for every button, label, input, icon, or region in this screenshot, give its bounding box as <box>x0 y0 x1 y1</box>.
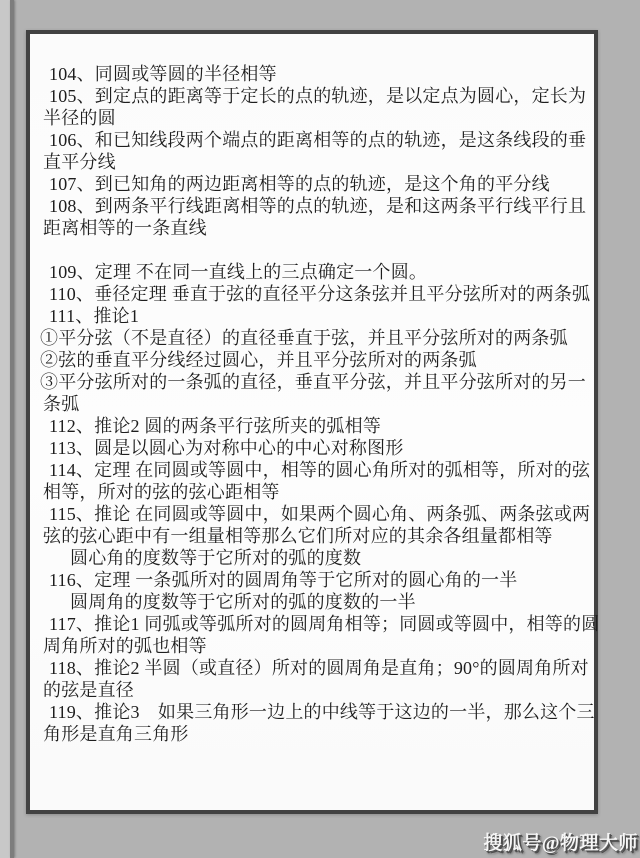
text-line: 119、推论3 如果三角形一边上的中线等于这边的一半，那么这个三 <box>49 702 595 722</box>
text-line: 104、同圆或等圆的半径相等 <box>49 64 277 84</box>
scan-edge-line <box>10 0 14 858</box>
text-line: 109、定理 不在同一直线上的三点确定一个圆。 <box>49 262 428 282</box>
text-line: 圆心角的度数等于它所对的弧的度数 <box>70 548 362 568</box>
text-line: 117、推论1 同弧或等弧所对的圆周角相等；同圆或等圆中，相等的圆 <box>49 614 600 634</box>
text-line: 条弧 <box>43 394 80 414</box>
text-line: 107、到已知角的两边距离相等的点的轨迹，是这个角的平分线 <box>49 174 550 194</box>
text-line: 直平分线 <box>43 152 116 172</box>
text-line: 相等，所对的弦的弦心距相等 <box>43 482 280 502</box>
text-line: 110、垂径定理 垂直于弦的直径平分这条弦并且平分弦所对的两条弧 <box>49 284 591 304</box>
text-line: ②弦的垂直平分线经过圆心，并且平分弦所对的两条弧 <box>40 350 477 370</box>
text-line: 弦的弦心距中有一组量相等那么它们所对应的其余各组量都相等 <box>43 526 553 546</box>
text-line: 113、圆是以圆心为对称中心的中心对称图形 <box>49 438 404 458</box>
text-line: 116、定理 一条弧所对的圆周角等于它所对的圆心角的一半 <box>49 570 518 590</box>
text-line: 周角所对的弧也相等 <box>43 636 207 656</box>
text-line: 105、到定点的距离等于定长的点的轨迹，是以定点为圆心，定长为 <box>49 86 587 106</box>
text-line: 118、推论2 半圆（或直径）所对的圆周角是直角；90°的圆周角所对 <box>49 658 589 678</box>
theorem-text <box>30 63 600 745</box>
text-line: 圆周角的度数等于它所对的弧的度数的一半 <box>70 592 416 612</box>
text-line: 角形是直角三角形 <box>43 724 189 744</box>
text-line: 115、推论 在同圆或等圆中，如果两个圆心角、两条弧、两条弦或两 <box>49 504 591 524</box>
scan-edge-strip <box>0 0 10 858</box>
text-line: 106、和已知线段两个端点的距离相等的点的轨迹，是这条线段的垂 <box>49 130 587 150</box>
document-page <box>26 30 598 814</box>
text-line: 112、推论2 圆的两条平行弦所夹的弧相等 <box>49 416 382 436</box>
text-line: 半径的圆 <box>43 108 116 128</box>
text-line: ①平分弦（不是直径）的直径垂直于弦，并且平分弦所对的两条弧 <box>40 328 568 348</box>
text-line: 108、到两条平行线距离相等的点的轨迹，是和这两条平行线平行且 <box>49 196 587 216</box>
text-line: 114、定理 在同圆或等圆中，相等的圆心角所对的弧相等，所对的弦 <box>49 460 591 480</box>
text-line: 111、推论1 <box>49 306 140 326</box>
blank-line <box>30 239 594 261</box>
text-line: 距离相等的一条直线 <box>43 218 207 238</box>
watermark: 搜狐号@物理大师 <box>483 833 638 854</box>
text-line: 的弦是直径 <box>43 680 134 700</box>
text-line: ③平分弦所对的一条弧的直径，垂直平分弦，并且平分弦所对的另一 <box>40 372 586 392</box>
